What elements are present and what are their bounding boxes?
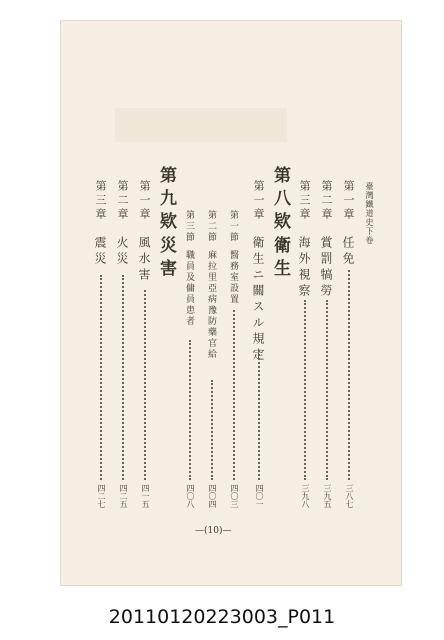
section-label: 第一節 xyxy=(228,210,238,243)
leader-dots xyxy=(211,380,213,480)
chapter-title: 震災 xyxy=(93,236,107,268)
chapter-label: 第三章 xyxy=(298,180,311,222)
leader-dots xyxy=(100,275,102,480)
chapter-title: 海外視察 xyxy=(297,236,311,300)
image-caption: 20110120223003_P011 xyxy=(108,606,336,628)
part-label: 第九欵 xyxy=(156,166,176,235)
chapter-title: 衛生ニ關スル規定 xyxy=(251,236,265,364)
page-number: 四〇四 xyxy=(208,484,217,508)
chapter-title: 賞罰犒勞 xyxy=(319,236,333,300)
part-label: 第八欵 xyxy=(270,166,290,235)
page-number: 三九五 xyxy=(323,484,332,508)
page-number: 四〇三 xyxy=(230,484,239,508)
leader-dots xyxy=(233,310,235,480)
leader-dots xyxy=(122,275,124,480)
chapter-label: 第三章 xyxy=(94,180,107,222)
section-title: 醫務室設置 xyxy=(228,250,238,305)
leader-dots xyxy=(304,300,306,480)
page-number: 四二七 xyxy=(97,484,106,508)
page-number: 三九八 xyxy=(301,484,310,508)
chapter-label: 第一章 xyxy=(252,180,265,222)
chapter-label: 第一章 xyxy=(342,180,355,222)
section-title: 職員及傭員患者 xyxy=(184,250,194,327)
running-header: 臺灣鐵道史下卷 xyxy=(365,182,374,245)
chapter-title: 任免 xyxy=(341,236,355,268)
part-title: 災害 xyxy=(156,236,176,282)
chapter-label: 第一章 xyxy=(138,180,151,222)
page-fold-shadow xyxy=(115,108,287,142)
leader-dots xyxy=(144,290,146,480)
section-label: 第三節 xyxy=(184,210,194,243)
part-title: 衛生 xyxy=(270,236,290,282)
chapter-label: 第二章 xyxy=(116,180,129,222)
leader-dots xyxy=(348,270,350,480)
page-number: 四一五 xyxy=(141,484,150,508)
section-title: 麻拉里亞病豫防藥官給 xyxy=(206,250,216,360)
chapter-title: 火災 xyxy=(115,236,129,268)
leader-dots xyxy=(258,350,260,480)
chapter-label: 第二章 xyxy=(320,180,333,222)
leader-dots xyxy=(326,300,328,480)
page-number: 三八七 xyxy=(345,484,354,508)
page-number: 四〇八 xyxy=(186,484,195,508)
chapter-title: 風水害 xyxy=(137,236,151,284)
section-label: 第二節 xyxy=(206,210,216,243)
page-number: 四二五 xyxy=(119,484,128,508)
page-number: 四〇一 xyxy=(255,484,264,508)
footer-page-number: —(10)— xyxy=(195,526,232,536)
leader-dots xyxy=(189,340,191,480)
